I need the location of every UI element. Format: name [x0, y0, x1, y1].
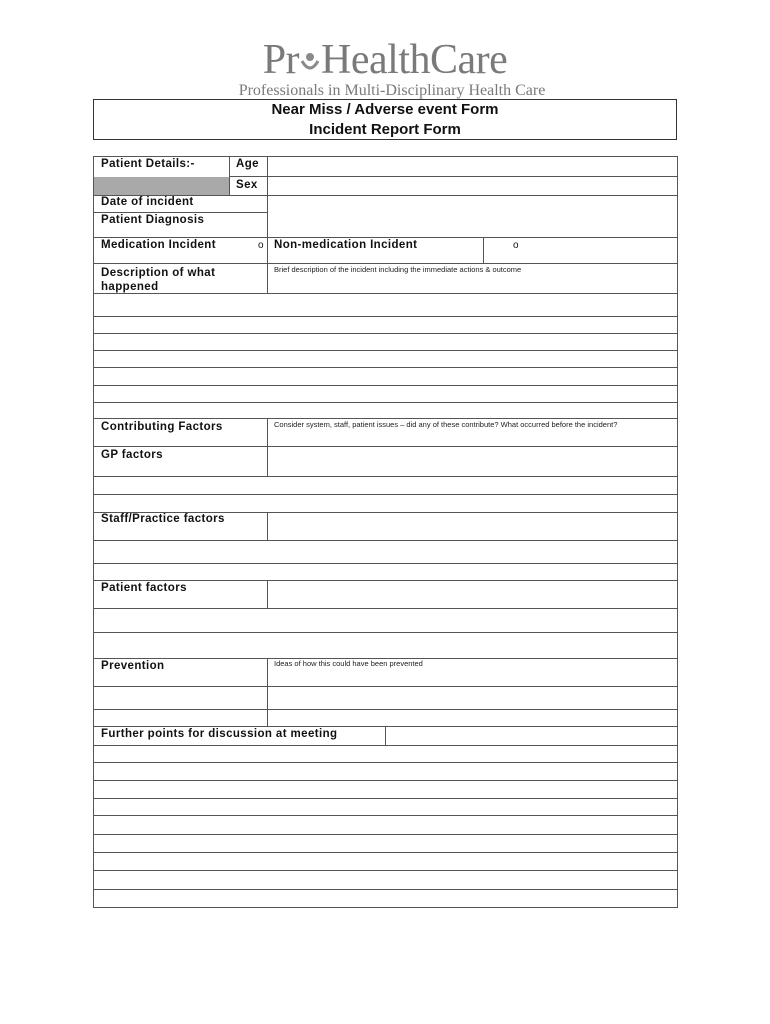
logo-wordmark: [0, 38, 770, 82]
prevention-field[interactable]: [94, 687, 677, 726]
date-of-incident-label: Date of incident: [101, 196, 194, 208]
patient-factors-label: Patient factors: [101, 582, 187, 594]
form-title: Near Miss / Adverse event Form: [271, 101, 499, 118]
non-medication-incident-radio[interactable]: o: [513, 240, 519, 251]
date-of-incident-field[interactable]: [268, 196, 677, 237]
prohealthcare-logo: [0, 38, 770, 100]
patient-details-label: Patient Details:-: [101, 158, 195, 170]
contributing-factors-label: Contributing Factors: [101, 421, 223, 433]
further-points-label: Further points for discussion at meeting: [101, 728, 338, 740]
gp-factors-label: GP factors: [101, 449, 163, 461]
shaded-cell: [94, 177, 229, 195]
description-field[interactable]: [94, 294, 677, 418]
form-subtitle: Incident Report Form: [309, 121, 461, 138]
age-label: Age: [236, 158, 259, 170]
logo-smile-icon: [300, 49, 320, 75]
patient-factors-field[interactable]: [268, 581, 677, 608]
sex-field[interactable]: [268, 177, 677, 195]
description-label: Description of what happened: [101, 267, 216, 293]
non-medication-incident-label: Non-medication Incident: [274, 239, 418, 251]
medication-incident-radio[interactable]: o: [258, 240, 264, 251]
staff-practice-factors-label: Staff/Practice factors: [101, 513, 225, 525]
patient-diagnosis-label: Patient Diagnosis: [101, 214, 205, 226]
staff-practice-factors-field[interactable]: [268, 513, 677, 540]
form-title-box: [93, 99, 677, 140]
description-hint: Brief description of the incident including the immediate actions & outcome: [274, 265, 522, 274]
prevention-hint: Ideas of how this could have been prevented: [274, 659, 423, 668]
logo-name-right: HealthCare: [321, 37, 508, 83]
further-points-field[interactable]: [94, 746, 677, 907]
logo-name-left: Pr: [262, 37, 300, 83]
prevention-label: Prevention: [101, 660, 165, 672]
contributing-factors-hint: Consider system, staff, patient issues – did any of these contribute? What occurred before the incident?: [274, 420, 618, 429]
logo-tagline: Professionals in Multi-Disciplinary Health Care: [238, 82, 546, 99]
age-field[interactable]: [268, 157, 677, 176]
gp-factors-field[interactable]: [268, 447, 677, 476]
sex-label: Sex: [236, 179, 258, 191]
medication-incident-label: Medication Incident: [101, 239, 216, 251]
